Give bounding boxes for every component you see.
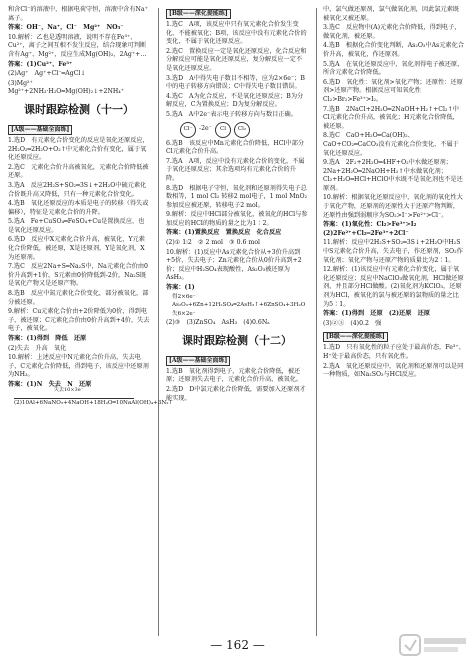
equation: (2)10Al+6NaNO₃+4NaOH+18H₂O═10NaAl(OH)₄+3N₂↑ — [14, 399, 174, 406]
text-line: 10.解析：(1)反应中As元素化合价从+3价升高到+5价，失去电子；Zn元素化合价从0价升高到+2价；反应中H₂SO₄表现酸性，As₂O₃被还原为AsH₃。 — [166, 248, 302, 282]
text-line: 4.选B 氧化还原反应的本质是电子的转移（得失或偏移），特征是元素化合价的升降。 — [8, 200, 149, 216]
text-line: 2.选C 元素化合价升高被氧化，元素化合价降低被还原。 — [8, 163, 149, 180]
level-tag: [B级——深化提能练] — [166, 9, 231, 19]
text-line: 7.选C 反应2Na+S═Na₂S中，Na元素化合价由0价升高到+1价，S元素由0价降低到-2价，Na₂S既是氧化产物又是还原产物。 — [8, 263, 148, 288]
diagram-node: Cl⁻ — [180, 122, 196, 138]
equation-top-label: 得2×6e⁻ — [172, 293, 196, 300]
text-line: 4.选C A为化合反应，不是氧化还原反应；B为分解反应，C为置换反应；D为复分解反应。 — [166, 92, 304, 109]
text-line: 和含Cl⁻的溶液中，根据电荷守恒，溶液中含有Na⁺离子。 — [8, 6, 148, 22]
text-line: 8.选B 反应中氮元素化合价变化，部分被氧化，部分被还原。 — [8, 290, 149, 306]
column-3 — [323, 6, 465, 381]
text-line: 10.解析：上述反应中N元素化合价升高，失去电子，C元素化合价降低，得到电子，该反应中还原剂为NH₃。 — [8, 354, 149, 379]
text-line: 9.解析：Cu元素化合价由+2价降低为0价，得到电子，被还原；C元素化合价由0价升高到+4价，失去电子，被氧化。 — [8, 308, 150, 333]
equation-bottom-label: 失6×2e⁻ — [172, 310, 196, 317]
text-line: 1.选D 有元素化合价变化的反应是氧化还原反应，2H₂O₂═2H₂O+O₂↑中元素化合价有变化，属于氧化还原反应。 — [8, 136, 149, 162]
text-line: 1.选B 氧化剂得到电子，元素化合价降低，被还原；还原剂失去电子，元素化合价升高，被氧化。 — [166, 367, 303, 384]
text-line: 2.选A 氧化还原反应中，氧化剂和还原剂可以是同一种物质，如Na₂SO₃与HCl反应。 — [323, 362, 464, 379]
watermark-logo-icon — [399, 632, 469, 660]
equation: As₂O₃+6Zn+12H₂SO₄═2AsH₃↑+6ZnSO₄+3H₂O — [172, 302, 306, 309]
text-line: (3)②③ (4)0.2 强 — [323, 319, 382, 327]
page-number: — 162 — — [210, 638, 265, 652]
answer-line: 答案：(1)N 失去 N 还原 — [8, 380, 92, 388]
diagram-node: Cl₂ — [234, 122, 250, 138]
answer-line: 答案：(1)得到 还原 (2)还原 还原 — [323, 310, 430, 318]
column-divider — [158, 8, 159, 636]
text-line: 5.选A A中2e⁻表示电子转移方向与数目正确。 — [166, 110, 297, 118]
text-line: 1.选D 只有氧化性的粒子应处于最高价态，Fe³⁺、H⁺处于最高价态，只有氧化性。 — [323, 344, 465, 360]
text-line: (3)Mg²⁺ Mg²⁺+2NH₃·H₂O═Mg(OH)₂↓+2NH₄⁺ — [8, 79, 125, 96]
text-line: (2)Ag⁺ Ag⁺+Cl⁻═AgCl↓ — [8, 70, 86, 78]
column-1 — [8, 6, 174, 408]
text-line: 6.选D 反应中X元素化合价升高，被氧化，Y元素化合价降低，被还原，X是还原剂，Y是氧化剂，X为还原剂。 — [8, 236, 145, 261]
text-line: 5.选A 在氧化还原反应中，氧化剂得电子被还原，所含元素化合价降低。 — [323, 60, 464, 77]
diagram-arrow: -2e⁻ — [199, 125, 212, 133]
text-line: 6.选B 该反应中Mn元素化合价降低，HCl中部分Cl元素化合价升高。 — [166, 139, 305, 156]
text-line: 8.选D 根据电子守恒，氧化剂和还原剂得失电子总数相等，1 mol Cl₂ 转移2 mol电子，1 mol MnO₂ 参加反应被还原，转移电子2 mol。 — [166, 184, 308, 209]
column-divider — [316, 8, 317, 636]
answer-line: 答案：(1) — [166, 284, 195, 292]
text-line: 3.选A 反应2H₂S+SO₂═3S↓+2H₂O中硫元素化合价既升高又降低，只有一种元素化合价变化。 — [8, 181, 147, 198]
text-line: (2)③ (3)ZnSO₄ AsH₃ (4)0.6Nₐ — [166, 319, 270, 327]
electron-diagram — [180, 122, 308, 138]
electron-transfer-bracket — [14, 386, 134, 399]
text-line: 中，氯气做还原剂，氯气做氧化剂，因此氯元素既被氧化又被还原。 — [323, 6, 460, 22]
text-line: 5.选A Fe+CuSO₄═FeSO₄+Cu是置换反应，也是氧化还原反应。 — [8, 218, 145, 234]
text-line: 12.解析：(1)该反应中有元素化合价变化，属于氧化还原反应；反应中NaClO₃做氧化剂，HCl做还原剂，并且部分HCl做酸。(2)氧化剂为KClO₃，还原剂为HCl，被氧化的氯与被还原的氯物质的量之比为5∶1。 — [323, 266, 464, 308]
text-line: 11.解析：反应中2H₂S+SO₂═3S↓+2H₂O中H₂S中S元素化合价升高，失去电子，作还原剂，SO₂作氧化剂；氧化产物与还原产物的质量比为2∶1。 — [323, 239, 463, 264]
text-line: 7.选A A项，反应中没有元素化合价的变化，不属于氧化还原反应；其余选项均有元素化合价的升降。 — [166, 157, 305, 182]
text-line: 7.选B 2NaCl+2H₂O═2NaOH+H₂↑+Cl₂↑中Cl元素化合价升高，被氧化；H元素化合价降低，被还原。 — [323, 105, 459, 130]
level-tag: [A级——基础全面练] — [166, 356, 230, 366]
text-line: 2.选D D中氯元素化合价降低，需要加入还原剂才能实现。 — [166, 385, 306, 402]
answer-line: 答案：OH⁻，Na⁺，Cl⁻ Mg²⁺ NO₃⁻ — [8, 24, 124, 32]
column-2 — [166, 6, 308, 404]
text-line: 2.选C 置换反应一定是氧化还原反应，化合反应和分解反应可能是氧化还原反应，复分解反应一定不是氧化还原反应。 — [166, 47, 307, 72]
text-line: 10.解析：根据氧化还原反应中，氧化剂的氧化性大于氧化产物，还原剂的还原性大于还原产物判断，还原性由强到弱顺序为SO₂>I⁻>Fe²⁺>Cl⁻。 — [323, 194, 463, 219]
level-tag: [B级——深化提能练] — [323, 332, 388, 342]
text-line: (2)失去 升高 氧化 — [8, 344, 67, 352]
section-heading: 课时跟踪检测（十一） — [24, 102, 134, 116]
answer-line: 答案：(1)置换反应 置换反应 化合反应 — [166, 229, 282, 237]
text-line: 8.选C CaO+H₂O═Ca(OH)₂、CaO+CO₂═CaCO₃没有元素化合价变化，不属于氧化还原反应。 — [323, 132, 459, 157]
answer-line: 答案：(1)氧化性：Cl₂>Fe³⁺>I₂ (2)2Fe²⁺+Cl₂═2Fe³⁺+2Cl⁻ — [323, 221, 423, 237]
text-line: 4.选B 根据化合价变化判断，As₂O₃中As元素化合价升高，被氧化，作还原剂。 — [323, 42, 464, 58]
section-heading: 课时跟踪检测（十二） — [182, 333, 292, 347]
answer-line: 答案：(1)得到 降低 还原 — [8, 335, 87, 342]
text-line: 3.选D A中得失电子数目不相等，应为2×6e⁻；B中的电子转移方向错误；C中得失电子数目错误。 — [166, 74, 305, 91]
electron-transfer-label: 失去10×3e⁻ — [54, 386, 84, 393]
text-line: 6.选D 氧化性：氧化剂>氧化产物；还原性：还原剂>还原产物。根据反应可知氧化性Cl₂>Br₂>Fe³⁺>I₂。 — [323, 78, 463, 103]
text-line: 9.选A 2F₂+2H₂O═4HF+O₂中水做还原剂；2Na+2H₂O═2NaOH+H₂↑中水做氧化剂；Cl₂+H₂O═HCl+HClO中水既不是氧化剂也不是还原剂。 — [323, 159, 463, 192]
text-line: 10.解析：乙也是透明溶液，说明不存在Fe³⁺、Cu²⁺，离子之间互相不发生反应，结合现象可判断含有Ag⁺、Mg²⁺，反应生成Mg(OH)₂，2Ag⁺+… — [8, 33, 147, 58]
text-line: 9.解析：反应中HCl部分被氧化，被氧化的HCl与参加反应的HCl的物质的量之比为1∶2。 — [166, 211, 308, 227]
level-tag: [A级——基础全面练] — [8, 125, 72, 135]
text-line: 3.选C 反应物中(A)元素化合价降低，得到电子，做氧化剂，被还原。 — [323, 24, 461, 40]
text-line: (2)① 1∶2 ② 2 mol ③ 0.6 mol — [166, 239, 261, 247]
page-number-value: 162 — [226, 638, 249, 652]
answer-line: 答案：(1)Cu²⁺、Fe³⁺ — [8, 60, 73, 68]
text-line: 1.选C A项，该反应中只有氧元素化合价发生变化，不能被氧化；B项，该反应中没有元素化合价的变化，不属于氧化还原反应。 — [166, 21, 307, 46]
diagram-node: Cl — [215, 122, 231, 138]
